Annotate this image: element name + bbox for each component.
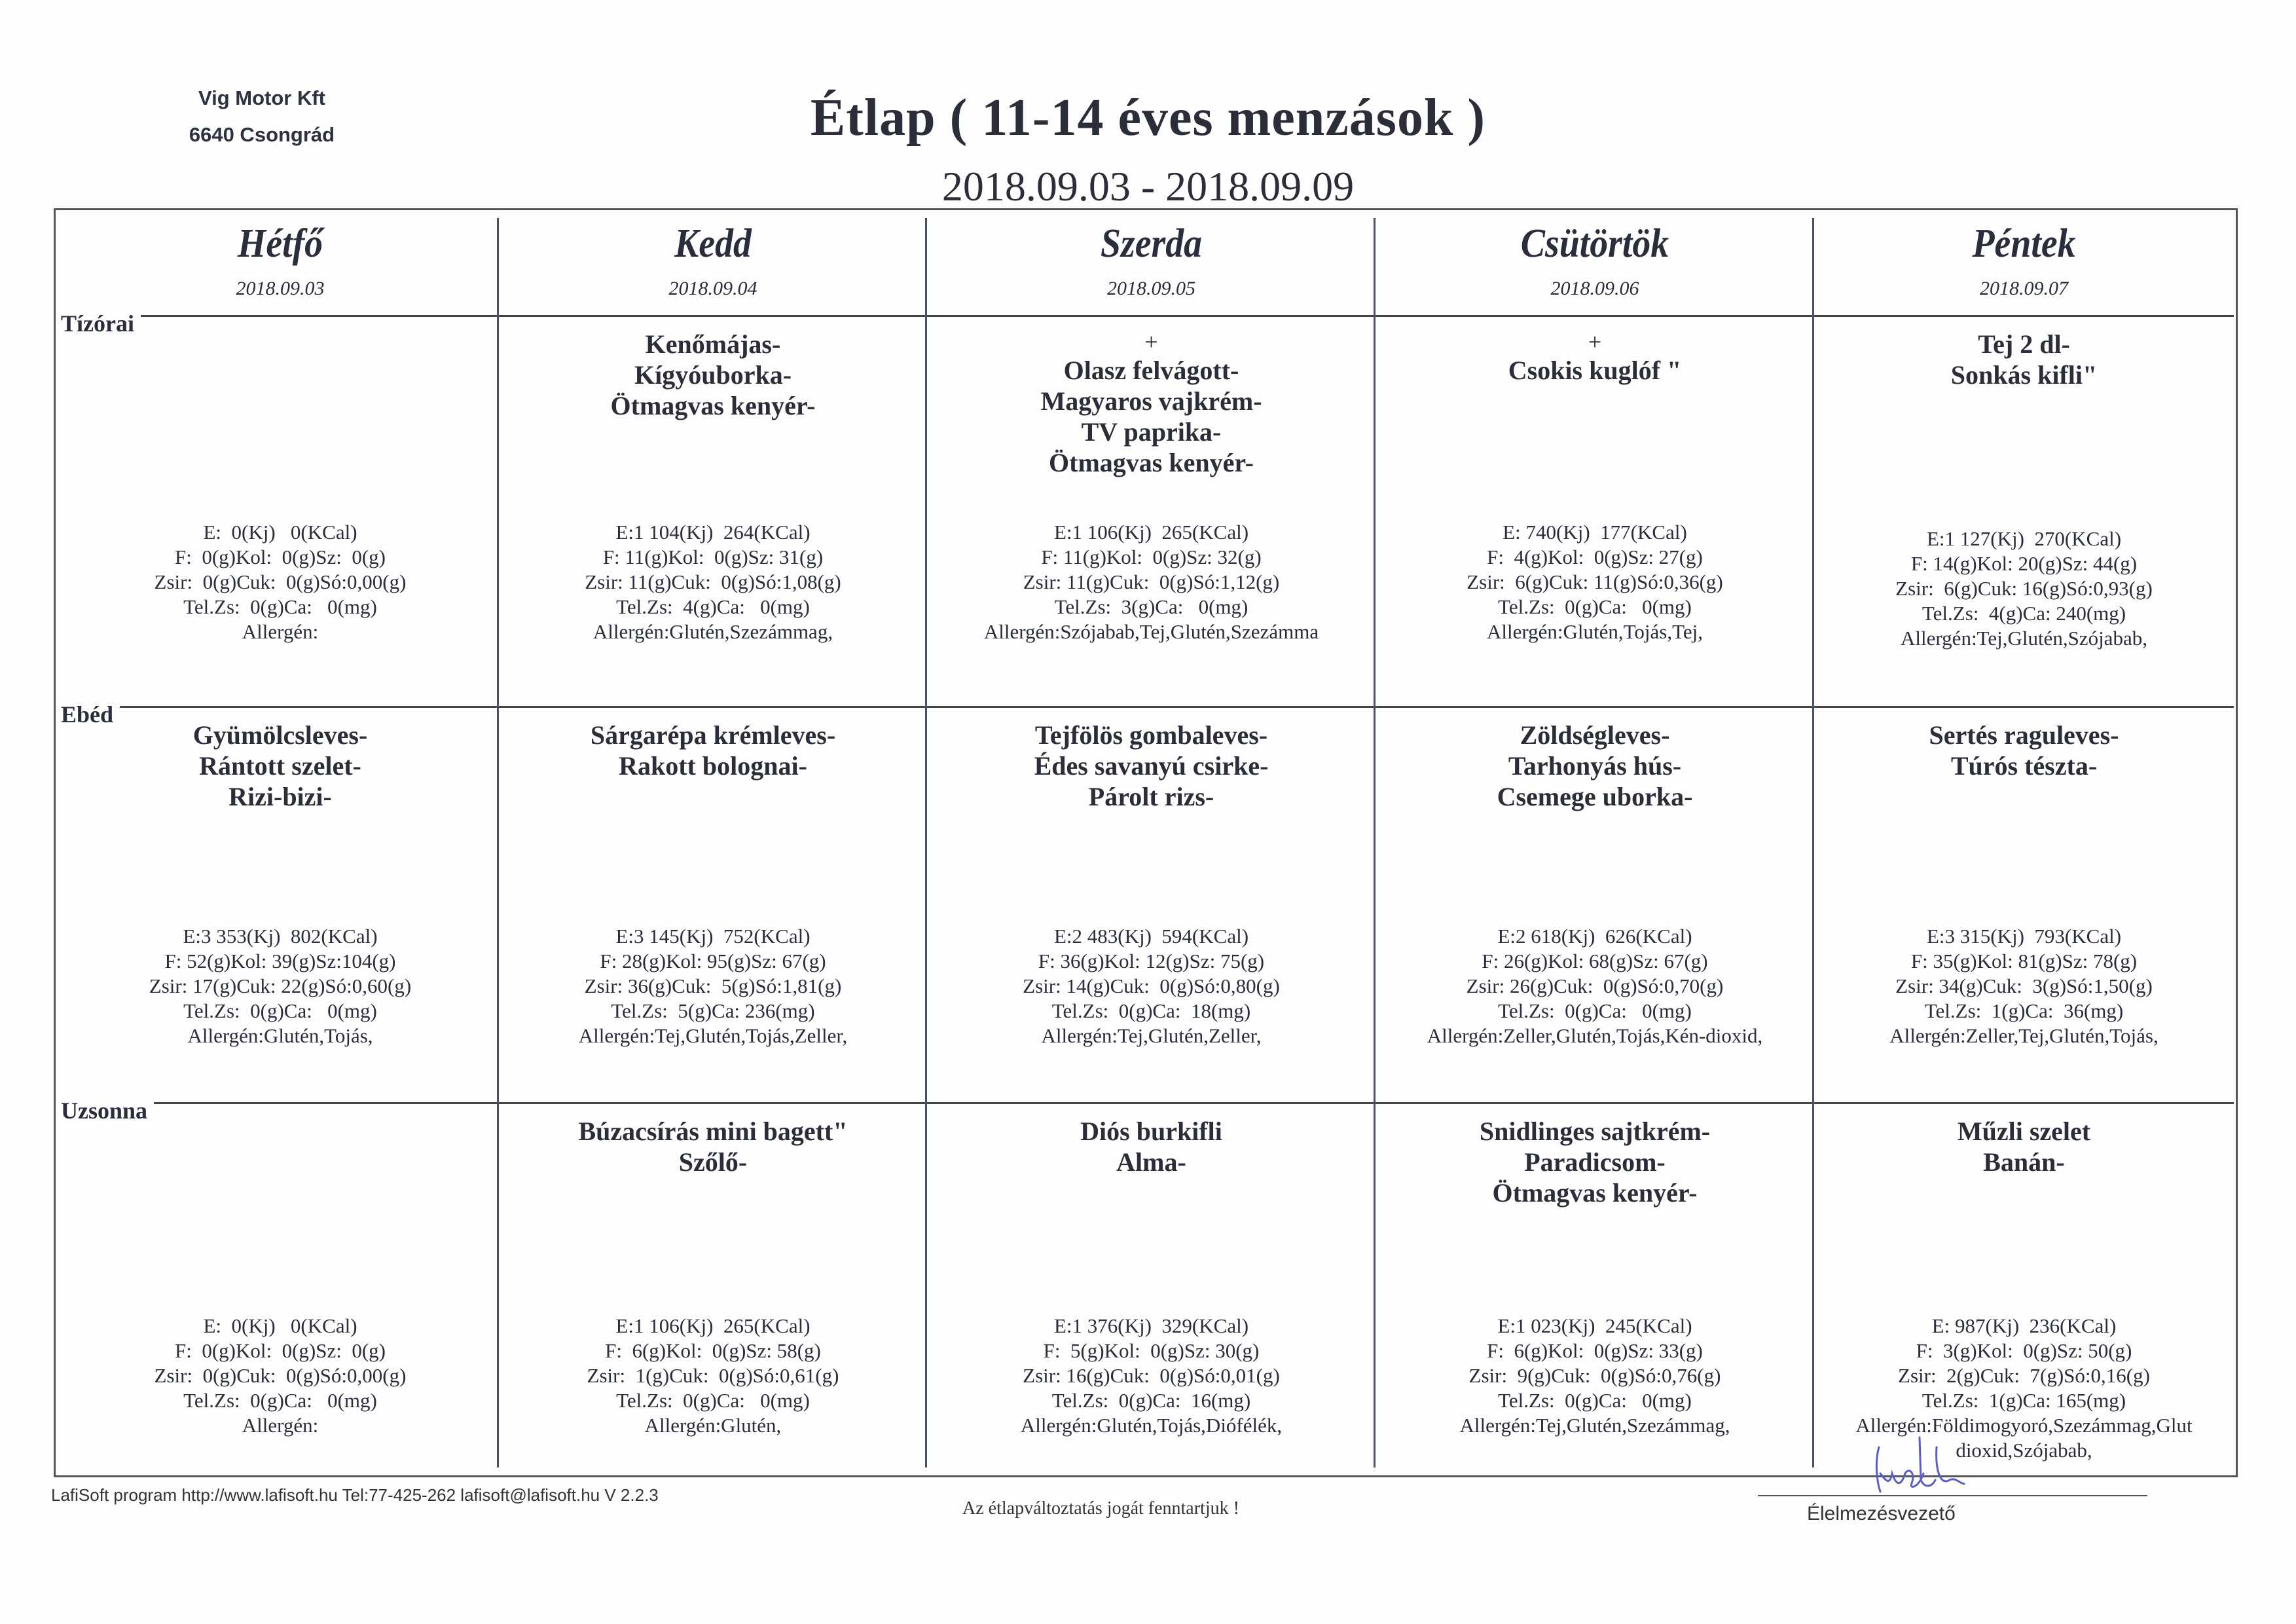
nutrition-line: E:1 106(Kj) 265(KCal) bbox=[1053, 521, 1249, 544]
dish-list bbox=[1376, 720, 1814, 812]
dish-item: Csemege uborka- bbox=[1497, 782, 1693, 811]
nutrition-line: F: 11(g)Kol: 0(g)Sz: 31(g) bbox=[602, 545, 824, 568]
signature-line bbox=[1758, 1495, 2147, 1496]
nutrition-line: Allergén:Glutén,Szezámmag, bbox=[592, 620, 833, 643]
nutrition-line: Allergén:Glutén,Tojás,Tej, bbox=[1487, 620, 1703, 643]
nutrition-line: Zsir: 1(g)Cuk: 0(g)Só:0,61(g) bbox=[587, 1364, 839, 1387]
nutrition-line: Tel.Zs: 5(g)Ca: 236(mg) bbox=[611, 999, 815, 1022]
page-title: Étlap ( 11-14 éves menzások ) bbox=[810, 89, 1486, 147]
dish-item: Kenőmájas- bbox=[645, 329, 781, 359]
nutrition-line: Tel.Zs: 0(g)Ca: 0(mg) bbox=[183, 1389, 377, 1412]
dish-item: Alma- bbox=[1116, 1147, 1186, 1177]
meal-cell-ebed bbox=[1376, 706, 1814, 1104]
meal-cell-tizorai bbox=[64, 315, 497, 708]
meal-cell-tizorai bbox=[1376, 315, 1814, 708]
nutrition-line: Tel.Zs: 0(g)Ca: 18(mg) bbox=[1051, 999, 1251, 1022]
plus-marker: + bbox=[1588, 329, 1602, 355]
dish-item: Tej 2 dl- bbox=[1978, 329, 2070, 359]
meal-cell-uzsonna bbox=[499, 1102, 927, 1472]
nutrition-info bbox=[499, 520, 927, 644]
dish-item: Ötmagvas kenyér- bbox=[1049, 448, 1254, 477]
dish-item: Paradicsom- bbox=[1524, 1147, 1666, 1177]
nutrition-line: E:3 145(Kj) 752(KCal) bbox=[615, 925, 811, 948]
nutrition-line: Tel.Zs: 0(g)Ca: 0(mg) bbox=[1498, 595, 1692, 618]
nutrition-line: E:1 376(Kj) 329(KCal) bbox=[1053, 1314, 1249, 1337]
nutrition-line: Allergén:Tej,Glutén,Tojás,Zeller, bbox=[578, 1024, 848, 1047]
nutrition-info bbox=[927, 924, 1376, 1048]
date-range: 2018.09.03 - 2018.09.09 bbox=[941, 163, 1355, 210]
dish-list bbox=[499, 329, 927, 421]
day-column bbox=[1374, 218, 1814, 1467]
dish-item: Diós burkifli bbox=[1080, 1116, 1222, 1146]
nutrition-line: F: 28(g)Kol: 95(g)Sz: 67(g) bbox=[600, 950, 826, 972]
meal-cell-uzsonna bbox=[1814, 1102, 2234, 1472]
nutrition-info bbox=[1376, 520, 1814, 644]
nutrition-line: Tel.Zs: 1(g)Ca: 36(mg) bbox=[1924, 999, 2124, 1022]
dish-item: Sárgarépa krémleves- bbox=[590, 720, 836, 750]
dish-item: Ötmagvas kenyér- bbox=[1492, 1178, 1698, 1208]
nutrition-line: F: 52(g)Kol: 39(g)Sz:104(g) bbox=[164, 950, 396, 972]
day-column bbox=[497, 218, 927, 1467]
dish-item: Sertés raguleves- bbox=[1929, 720, 2119, 750]
day-date: 2018.09.03 bbox=[236, 278, 325, 299]
nutrition-line: F: 14(g)Kol: 20(g)Sz: 44(g) bbox=[1910, 552, 2138, 575]
dish-item: TV paprika- bbox=[1081, 417, 1222, 447]
nutrition-line: F: 0(g)Kol: 0(g)Sz: 0(g) bbox=[174, 1339, 386, 1362]
menu-grid bbox=[61, 218, 2228, 1467]
nutrition-line: F: 6(g)Kol: 0(g)Sz: 58(g) bbox=[605, 1339, 821, 1362]
nutrition-line: Zsir: 34(g)Cuk: 3(g)Só:1,50(g) bbox=[1895, 974, 2153, 997]
row-label-ebed: Ebéd bbox=[60, 701, 120, 728]
nutrition-line: Tel.Zs: 0(g)Ca: 0(mg) bbox=[1498, 999, 1692, 1022]
dish-item: Búzacsírás mini bagett" bbox=[578, 1116, 848, 1146]
meal-cell-uzsonna bbox=[927, 1102, 1376, 1472]
row-label-tizorai: Tízórai bbox=[60, 310, 141, 337]
dish-list bbox=[1376, 329, 1814, 386]
nutrition-line: E: 0(Kj) 0(KCal) bbox=[203, 1314, 357, 1337]
nutrition-line: Zsir: 11(g)Cuk: 0(g)Só:1,08(g) bbox=[585, 570, 841, 593]
nutrition-info bbox=[64, 1314, 497, 1438]
day-header bbox=[64, 218, 497, 315]
dish-item: Csokis kuglóf " bbox=[1508, 356, 1682, 385]
dish-list bbox=[927, 329, 1376, 478]
dish-item: Ötmagvas kenyér- bbox=[610, 391, 816, 420]
nutrition-line: F: 5(g)Kol: 0(g)Sz: 30(g) bbox=[1043, 1339, 1260, 1362]
dish-item: Párolt rizs- bbox=[1088, 782, 1214, 811]
nutrition-line: Allergén:Tej,Glutén,Szójabab, bbox=[1901, 627, 2147, 650]
company-name: Vig Motor Kft bbox=[198, 86, 325, 109]
nutrition-info bbox=[1376, 1314, 1814, 1438]
nutrition-line: Allergén:Földimogyoró,Szezámmag,Glut bbox=[1855, 1414, 2193, 1437]
dish-list bbox=[927, 720, 1376, 812]
nutrition-line: F: 35(g)Kol: 81(g)Sz: 78(g) bbox=[1910, 950, 2138, 972]
nutrition-line: E:2 618(Kj) 626(KCal) bbox=[1497, 925, 1692, 948]
company-address: 6640 Csongrád bbox=[189, 123, 335, 146]
nutrition-line: Allergén:Tej,Glutén,Szezámmag, bbox=[1459, 1414, 1730, 1437]
dish-item: Rántott szelet- bbox=[199, 751, 361, 781]
nutrition-line: E:1 106(Kj) 265(KCal) bbox=[615, 1314, 811, 1337]
nutrition-line: Allergén:Szójabab,Tej,Glutén,Szezámma bbox=[983, 620, 1319, 643]
dish-list bbox=[499, 1116, 927, 1177]
nutrition-line: Zsir: 9(g)Cuk: 0(g)Só:0,76(g) bbox=[1468, 1364, 1721, 1387]
nutrition-line: dioxid,Szójabab, bbox=[1956, 1439, 2092, 1462]
change-notice: Az étlapváltoztatás jogát fenntartjuk ! bbox=[962, 1498, 1239, 1519]
meal-cell-ebed bbox=[1814, 706, 2234, 1104]
nutrition-info bbox=[1376, 924, 1814, 1048]
nutrition-line: Allergén: bbox=[242, 1414, 319, 1437]
dish-list bbox=[1376, 1116, 1814, 1208]
nutrition-info bbox=[64, 520, 497, 644]
dish-item: Rakott bolognai- bbox=[619, 751, 807, 781]
dish-item: Tarhonyás hús- bbox=[1508, 751, 1682, 781]
day-date: 2018.09.04 bbox=[668, 278, 757, 299]
meal-cell-uzsonna bbox=[1376, 1102, 1814, 1472]
nutrition-line: E: 987(Kj) 236(KCal) bbox=[1931, 1314, 2117, 1337]
day-header bbox=[927, 218, 1376, 315]
menu-table bbox=[54, 208, 2238, 1477]
nutrition-line: Zsir: 36(g)Cuk: 5(g)Só:1,81(g) bbox=[584, 974, 842, 997]
nutrition-line: F: 4(g)Kol: 0(g)Sz: 27(g) bbox=[1487, 545, 1703, 568]
day-name: Kedd bbox=[674, 221, 752, 266]
dish-item: Rizi-bizi- bbox=[228, 782, 332, 811]
day-name: Csütörtök bbox=[1520, 221, 1669, 266]
nutrition-line: Tel.Zs: 4(g)Ca: 240(mg) bbox=[1922, 602, 2126, 625]
dish-item: Szőlő- bbox=[678, 1147, 748, 1177]
nutrition-line: Tel.Zs: 0(g)Ca: 0(mg) bbox=[183, 595, 377, 618]
day-date: 2018.09.07 bbox=[1980, 278, 2068, 299]
dish-item: Gyümölcsleves- bbox=[192, 720, 368, 750]
dish-list bbox=[64, 720, 497, 812]
meal-cell-tizorai bbox=[499, 315, 927, 708]
dish-item: Túrós tészta- bbox=[1950, 751, 2098, 781]
nutrition-line: Allergén: bbox=[242, 620, 319, 643]
dish-item: Műzli szelet bbox=[1957, 1116, 2091, 1146]
meal-cell-tizorai bbox=[1814, 315, 2234, 708]
dish-item: Olasz felvágott- bbox=[1063, 356, 1239, 385]
meal-cell-ebed bbox=[499, 706, 927, 1104]
nutrition-line: F: 6(g)Kol: 0(g)Sz: 33(g) bbox=[1487, 1339, 1703, 1362]
nutrition-line: Allergén:Tej,Glutén,Zeller, bbox=[1041, 1024, 1262, 1047]
dish-item: Sonkás kifli" bbox=[1950, 360, 2098, 390]
day-column bbox=[925, 218, 1376, 1467]
nutrition-line: Allergén:Zeller,Glutén,Tojás,Kén-dioxid, bbox=[1427, 1024, 1763, 1047]
meal-cell-tizorai bbox=[927, 315, 1376, 708]
nutrition-line: Tel.Zs: 4(g)Ca: 0(mg) bbox=[616, 595, 810, 618]
nutrition-line: Tel.Zs: 0(g)Ca: 0(mg) bbox=[616, 1389, 810, 1412]
day-date: 2018.09.05 bbox=[1107, 278, 1195, 299]
meal-cell-ebed bbox=[64, 706, 497, 1104]
nutrition-line: Tel.Zs: 0(g)Ca: 16(mg) bbox=[1051, 1389, 1251, 1412]
nutrition-line: Zsir: 17(g)Cuk: 22(g)Só:0,60(g) bbox=[149, 974, 412, 997]
dish-item: Édes savanyú csirke- bbox=[1034, 751, 1269, 781]
nutrition-line: Tel.Zs: 3(g)Ca: 0(mg) bbox=[1054, 595, 1248, 618]
nutrition-info bbox=[927, 520, 1376, 644]
nutrition-info bbox=[64, 924, 497, 1048]
nutrition-info bbox=[499, 924, 927, 1048]
dish-list bbox=[1814, 1116, 2234, 1177]
nutrition-line: E:3 353(Kj) 802(KCal) bbox=[183, 925, 378, 948]
signature-label: Élelmezésvezető bbox=[1807, 1503, 1956, 1524]
nutrition-line: Zsir: 0(g)Cuk: 0(g)Só:0,00(g) bbox=[154, 570, 407, 593]
row-label-uzsonna: Uzsonna bbox=[60, 1097, 154, 1124]
nutrition-line: F: 26(g)Kol: 68(g)Sz: 67(g) bbox=[1482, 950, 1708, 972]
nutrition-line: Tel.Zs: 0(g)Ca: 0(mg) bbox=[1498, 1389, 1692, 1412]
day-date: 2018.09.06 bbox=[1550, 278, 1639, 299]
dish-item: Magyaros vajkrém- bbox=[1040, 386, 1262, 416]
plus-marker: + bbox=[1144, 329, 1158, 355]
nutrition-line: E:2 483(Kj) 594(KCal) bbox=[1053, 925, 1249, 948]
signature-icon bbox=[1872, 1434, 1977, 1496]
nutrition-line: Allergén:Zeller,Tej,Glutén,Tojás, bbox=[1889, 1024, 2159, 1047]
nutrition-line: Allergén:Glutén, bbox=[644, 1414, 782, 1437]
day-header bbox=[1814, 218, 2234, 315]
software-credit: LafiSoft program http://www.lafisoft.hu Tel:77-425-262 lafisoft@lafisoft.hu V 2.2.3 bbox=[51, 1485, 659, 1505]
nutrition-line: Zsir: 0(g)Cuk: 0(g)Só:0,00(g) bbox=[154, 1364, 407, 1387]
nutrition-line: E: 0(Kj) 0(KCal) bbox=[203, 521, 357, 544]
dish-list bbox=[499, 720, 927, 781]
day-column bbox=[1812, 218, 2234, 1467]
nutrition-line: Zsir: 2(g)Cuk: 7(g)Só:0,16(g) bbox=[1898, 1364, 2150, 1387]
day-name: Szerda bbox=[1100, 221, 1203, 266]
nutrition-line: Zsir: 14(g)Cuk: 0(g)Só:0,80(g) bbox=[1023, 974, 1280, 997]
nutrition-line: E:3 315(Kj) 793(KCal) bbox=[1926, 925, 2122, 948]
dish-list bbox=[1814, 329, 2234, 390]
nutrition-line: Tel.Zs: 1(g)Ca: 165(mg) bbox=[1922, 1389, 2126, 1412]
nutrition-info bbox=[1814, 924, 2234, 1048]
nutrition-line: F: 11(g)Kol: 0(g)Sz: 32(g) bbox=[1041, 545, 1262, 568]
dish-list bbox=[927, 1116, 1376, 1177]
nutrition-line: E:1 104(Kj) 264(KCal) bbox=[615, 521, 811, 544]
day-header bbox=[1376, 218, 1814, 315]
nutrition-info bbox=[1814, 526, 2234, 651]
day-header bbox=[499, 218, 927, 315]
dish-item: Zöldségleves- bbox=[1520, 720, 1670, 750]
day-column bbox=[64, 218, 497, 1467]
day-name: Hétfő bbox=[237, 221, 323, 266]
nutrition-line: E: 740(Kj) 177(KCal) bbox=[1503, 521, 1687, 544]
nutrition-line: Zsir: 6(g)Cuk: 16(g)Só:0,93(g) bbox=[1895, 577, 2153, 600]
dish-list bbox=[1814, 720, 2234, 781]
dish-item: Kígyóuborka- bbox=[634, 360, 792, 390]
nutrition-line: Allergén:Glutén,Tojás,Diófélék, bbox=[1020, 1414, 1283, 1437]
nutrition-line: Zsir: 6(g)Cuk: 11(g)Só:0,36(g) bbox=[1467, 570, 1723, 593]
nutrition-line: Zsir: 16(g)Cuk: 0(g)Só:0,01(g) bbox=[1023, 1364, 1280, 1387]
nutrition-info bbox=[499, 1314, 927, 1438]
dish-item: Tejfölös gombaleves- bbox=[1034, 720, 1268, 750]
nutrition-info bbox=[927, 1314, 1376, 1438]
nutrition-line: Allergén:Glutén,Tojás, bbox=[187, 1024, 373, 1047]
nutrition-line: F: 3(g)Kol: 0(g)Sz: 50(g) bbox=[1916, 1339, 2132, 1362]
nutrition-line: F: 0(g)Kol: 0(g)Sz: 0(g) bbox=[174, 545, 386, 568]
nutrition-line: Zsir: 11(g)Cuk: 0(g)Só:1,12(g) bbox=[1023, 570, 1280, 593]
dish-item: Banán- bbox=[1983, 1147, 2065, 1177]
nutrition-line: Tel.Zs: 0(g)Ca: 0(mg) bbox=[183, 999, 377, 1022]
nutrition-line: E:1 023(Kj) 245(KCal) bbox=[1497, 1314, 1692, 1337]
meal-cell-ebed bbox=[927, 706, 1376, 1104]
dish-item: Snidlinges sajtkrém- bbox=[1479, 1116, 1711, 1146]
meal-cell-uzsonna bbox=[64, 1102, 497, 1472]
day-name: Péntek bbox=[1972, 221, 2076, 266]
nutrition-line: Zsir: 26(g)Cuk: 0(g)Só:0,70(g) bbox=[1466, 974, 1724, 997]
nutrition-line: F: 36(g)Kol: 12(g)Sz: 75(g) bbox=[1038, 950, 1265, 972]
nutrition-line: E:1 127(Kj) 270(KCal) bbox=[1926, 527, 2122, 550]
